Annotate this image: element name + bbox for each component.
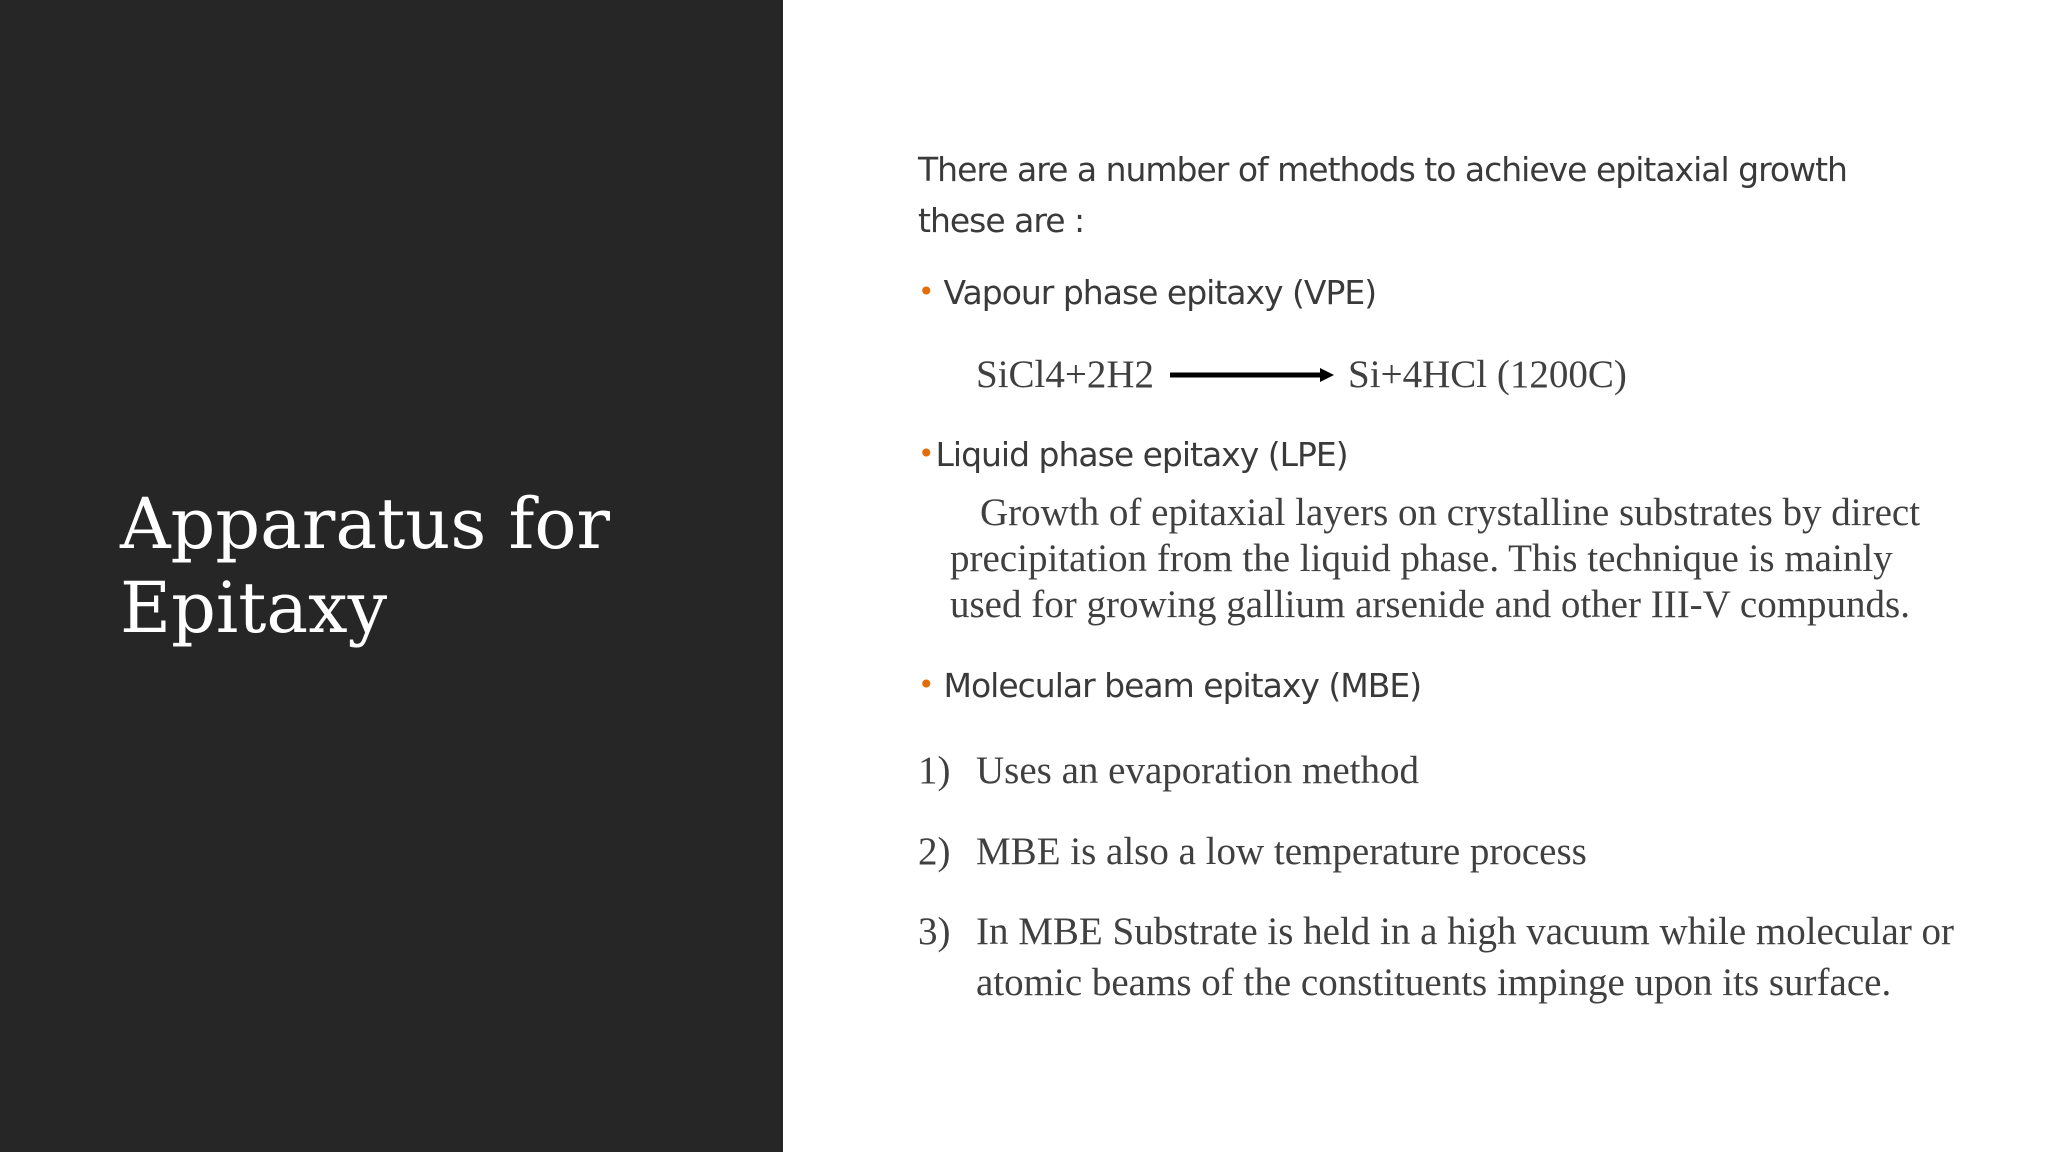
intro-text-content: There are a number of methods to achieve epitaxial growth these are : <box>918 150 1847 240</box>
mbe-point-number: 3) <box>918 910 951 953</box>
lpe-description-text: Growth of epitaxial layers on crystalline substrates by direct precipitation from the liquid phase. This technique is mainly used for growing gallium arsenide and other III-V compunds. <box>950 491 1921 626</box>
right-arrow-icon <box>1170 363 1334 387</box>
bullet-lpe <box>918 435 1348 474</box>
bullet-dot-icon: • <box>918 275 934 308</box>
bullet-mbe <box>918 666 1421 705</box>
mbe-point-text: In MBE Substrate is held in a high vacuum while molecular or atomic beams of the constituents impinge upon its surface. <box>976 910 1955 1004</box>
bullet-vpe-label: Vapour phase epitaxy (VPE) <box>943 273 1377 312</box>
mbe-point-number: 1) <box>918 749 951 792</box>
vpe-equation <box>976 352 1627 397</box>
bullet-mbe-label: Molecular beam epitaxy (MBE) <box>943 666 1422 705</box>
intro-text <box>918 144 1918 246</box>
lpe-description <box>950 490 1960 628</box>
bullet-dot-icon: • <box>918 668 934 701</box>
equation-products: Si+4HCl (1200C) <box>1348 353 1627 396</box>
equation-reactants: SiCl4+2H2 <box>976 353 1155 396</box>
mbe-point-text: MBE is also a low temperature process <box>976 830 1587 873</box>
bullet-vpe <box>918 273 1376 312</box>
bullet-dot-icon: • <box>918 437 934 470</box>
slide-title: Apparatus for Epitaxy <box>120 483 610 649</box>
mbe-point-number: 2) <box>918 830 951 873</box>
title-panel <box>0 0 783 1152</box>
mbe-point-text: Uses an evaporation method <box>976 749 1419 792</box>
bullet-lpe-label: Liquid phase epitaxy (LPE) <box>935 435 1348 474</box>
